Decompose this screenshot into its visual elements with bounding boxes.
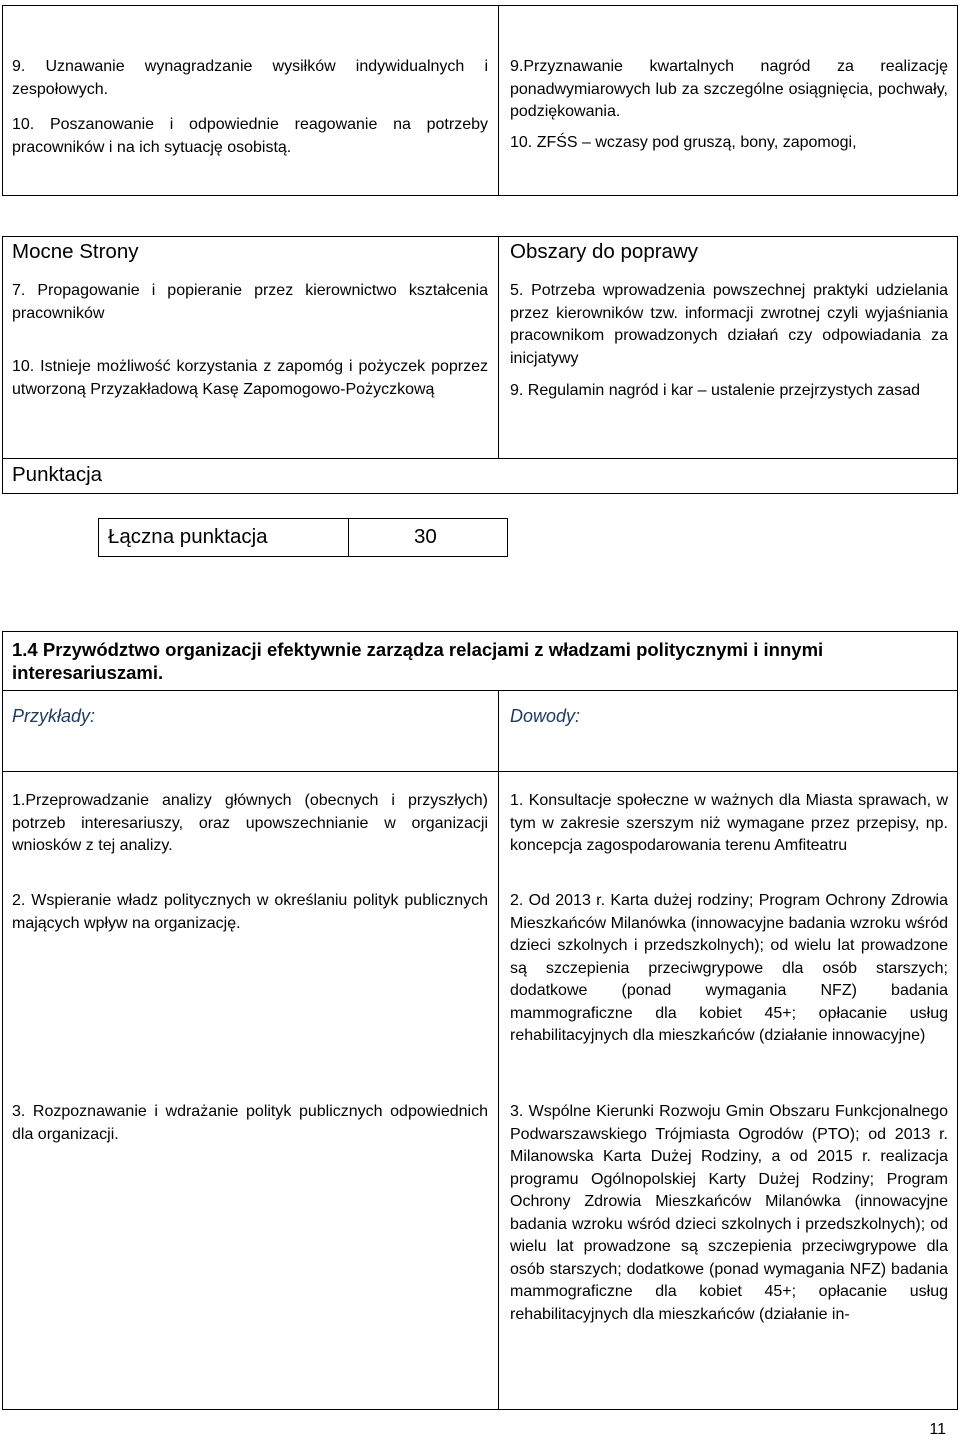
- top-left-item-9: 9. Uznawanie wynagradzanie wysiłków indywidualnych i zespołowych.: [12, 58, 488, 98]
- improvement-right-cell: [510, 240, 948, 403]
- total-score-value: 30: [414, 525, 437, 548]
- evidence-heading: Dowody:: [510, 706, 581, 726]
- top-left-item-10: 10. Poszanowanie i odpowiednie reagowanie na potrzeby pracowników i na ich sytuację osobistą.: [12, 116, 488, 156]
- strengths-table-divider: [498, 236, 499, 458]
- example-item-1: 1.Przeprowadzanie analizy głównych (obecnych i przyszłych) potrzeb interesariuszy, oraz upowszechnianie w organizacji wniosków z tej analizy.: [12, 792, 488, 854]
- section-body-divider: [498, 690, 499, 1410]
- evidence-item-1: 1. Konsultacje społeczne w ważnych dla Miasta sprawach, w tym w zakresie szerszym niż wymagane przez przepisy, np. koncepcja zagospodarowania terenu Amfiteatru: [510, 792, 948, 854]
- section-header-line: [2, 771, 958, 772]
- examples-heading: Przykłady:: [12, 706, 96, 726]
- example-item-3: 3. Rozpoznawanie i wdrażanie polityk publicznych odpowiednich dla organizacji.: [12, 1103, 488, 1143]
- top-right-item-10: 10. ZFŚS – wczasy pod gruszą, bony, zapomogi,: [510, 133, 857, 151]
- section-title: 1.4 Przywództwo organizacji efektywnie zarządza relacjami z władzami politycznymi i innymi interesariuszami.: [12, 639, 824, 683]
- evidence-item-3: 3. Wspólne Kierunki Rozwoju Gmin Obszaru Funkcjonalnego Podwarszawskiego Trójmiasta Ogrodów (PTO); od 2013 r. Milanowska Karta Dużej Rodziny, a od 2015 r. realizacja programu Ogólnopolskiej Karty Dużej Rodziny; Program Ochrony Zdrowia Mieszkańców Milanówka (innowacyjne badania wzroku wśród dzieci szkolnych i przedszkolnych); od wielu lat prowadzone są szczepienia przeciwgrypowe dla osób starszych; dodatkowe (ponad wymagania NFZ) badania mammograficzne dla kobiet 45+; opłacanie usług rehabilitacyjnych dla mieszkańców (działanie in-: [510, 1103, 948, 1323]
- page-number: 11: [929, 1421, 946, 1438]
- example-item-2: 2. Wspieranie władz politycznych w określaniu polityk publicznych mających wpływ na organizację.: [12, 892, 488, 932]
- improvement-heading: Obszary do poprawy: [510, 240, 699, 263]
- top-right-item-9: 9.Przyznawanie kwartalnych nagród za realizację ponadwymiarowych lub za szczególne osiągnięcia, pochwały, podziękowania.: [510, 58, 948, 120]
- top-left-cell: [12, 56, 488, 159]
- total-score-label: Łączna punktacja: [108, 525, 268, 548]
- score-row-label: Punktacja: [12, 463, 103, 486]
- strengths-left-cell: [12, 240, 488, 401]
- strengths-table-row-line: [2, 458, 958, 459]
- strength-item-7: 7. Propagowanie i popieranie przez kierownictwo kształcenia pracowników: [12, 282, 488, 322]
- improvement-item-9: 9. Regulamin nagród i kar – ustalenie przejrzystych zasad: [510, 382, 920, 399]
- total-score-divider: [348, 518, 349, 557]
- top-table-divider: [498, 5, 499, 196]
- evidence-item-2: 2. Od 2013 r. Karta dużej rodziny; Program Ochrony Zdrowia Mieszkańców Milanówka (innowacyjne badania wzroku wśród dzieci szkolnych i przedszkolnych); od wielu lat prowadzone są szczepienia przeciwgrypowe dla osób starszych; dodatkowe (ponad wymagania NFZ) badania mammograficzne dla kobiet 45+; opłacanie usług rehabilitacyjnych dla mieszkańców (działanie innowacyjne): [510, 892, 948, 1044]
- strength-item-10: 10. Istnieje możliwość korzystania z zapomóg i pożyczek poprzez utworzoną Przyzakładową Kasę Zapomogowo-Pożyczkową: [12, 358, 488, 398]
- strengths-heading: Mocne Strony: [12, 240, 139, 263]
- improvement-item-5: 5. Potrzeba wprowadzenia powszechnej praktyki udzielania przez kierowników tzw. informacji zwrotnej czyli wyjaśniania pracownikom prowadzonych działań czy odpowiadania za inicjatywy: [510, 282, 948, 367]
- top-right-cell: [510, 56, 948, 154]
